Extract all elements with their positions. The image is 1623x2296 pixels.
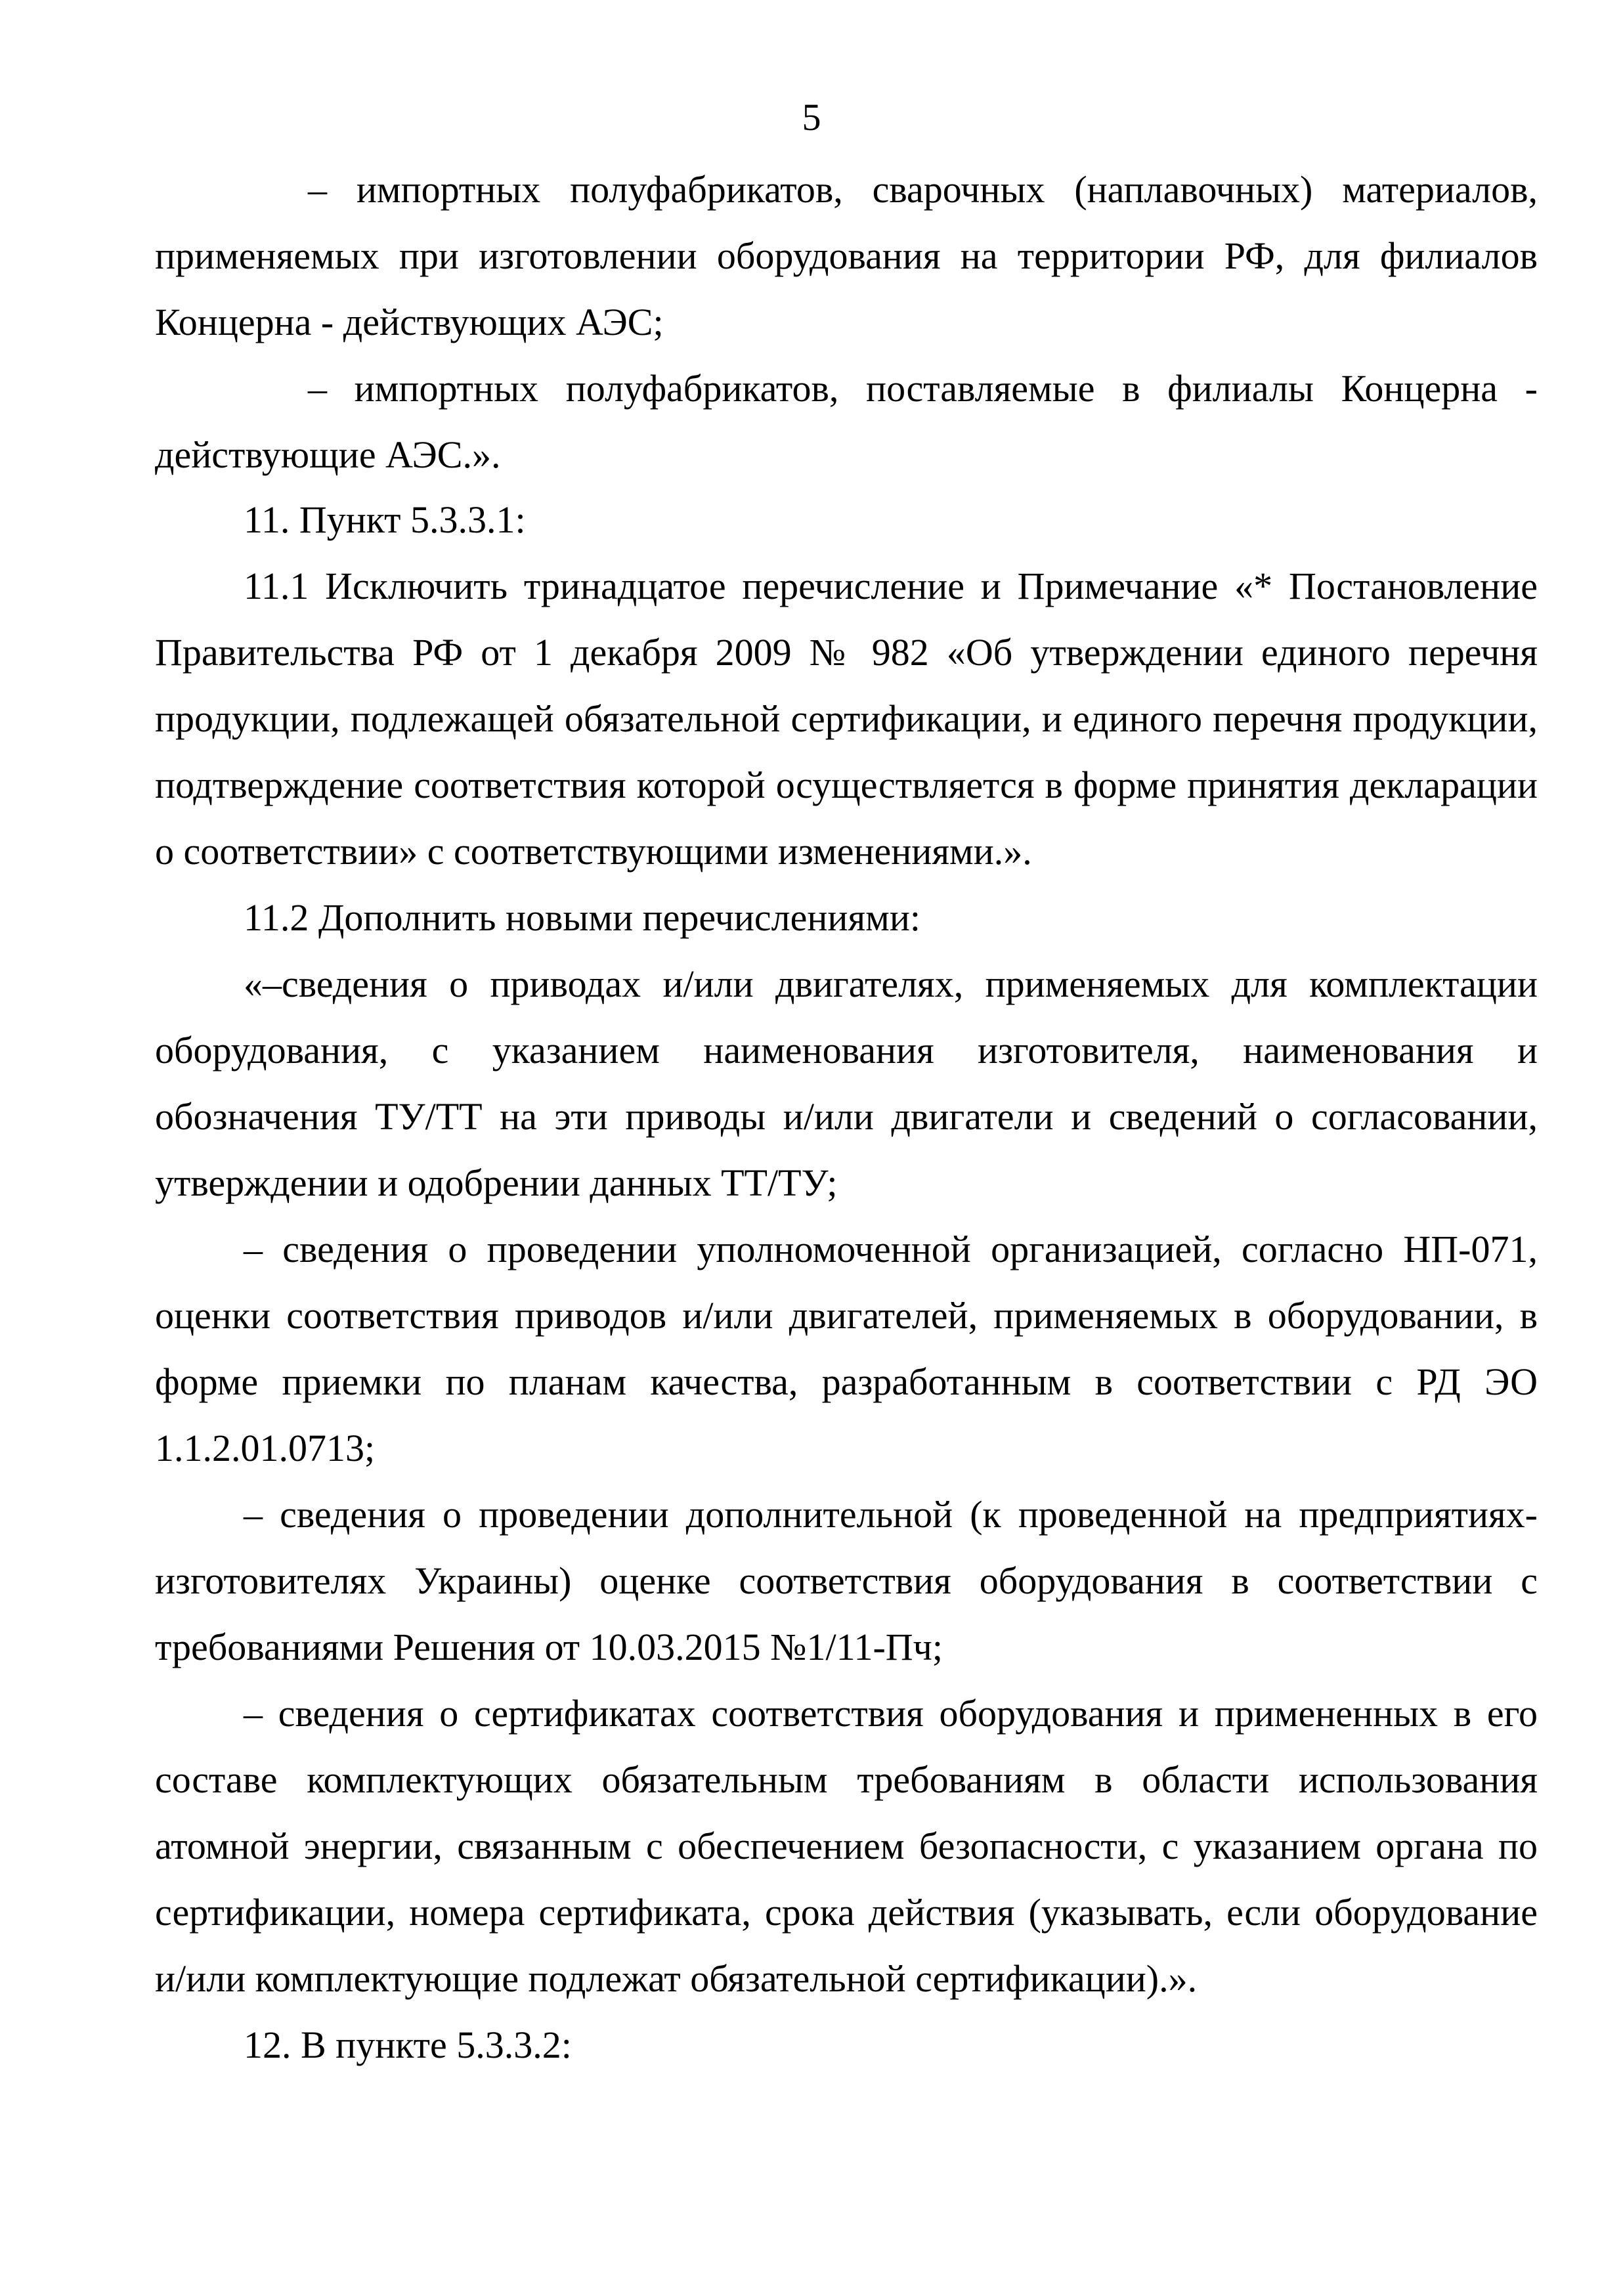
paragraph-clause-12: 12. В пункте 5.3.3.2: [244, 2024, 572, 2066]
paragraph-list-item-drives: «–сведения о приводах и/или двигателях, применяемых для комплектации оборудования, с указанием наименования изготовителя, наименования и обозначения ТУ/ТТ на эти приводы и/или двигатели и сведений о согласовании, утверждении и одобрении данных ТТ/ТУ; [155, 963, 1538, 1204]
paragraph-clause-11: 11. Пункт 5.3.3.1: [244, 498, 526, 541]
page-number: 5 [802, 96, 821, 139]
paragraph-list-item-additional: – сведения о проведении дополнительной (к проведенной на предприятиях-изготовителях Украины) оценке соответствия оборудования в соответствии с требованиями Решения от 10.03.2015 №1/11-Пч; [155, 1493, 1538, 1668]
paragraph-dash-item-1: – импортных полуфабрикатов, сварочных (наплавочных) материалов, применяемых при изготовлении оборудования на территории РФ, для филиалов Концерна - действующих АЭС; [155, 168, 1538, 343]
paragraph-clause-11-1: 11.1 Исключить тринадцатое перечисление и Примечание «* Постановление Правительства РФ от 1 декабря 2009 № 982 «Об утверждении единого перечня продукции, подлежащей обязательной сертификации, и единого перечня продукции, подтверждение соответствия которой осуществляется в форме принятия декларации о соответствии» с соответствующими изменениями.». [155, 565, 1538, 873]
paragraph-list-item-conformity: – сведения о проведении уполномоченной организацией, согласно НП-071, оценки соответствия приводов и/или двигателей, применяемых в оборудовании, в форме приемки по планам качества, разработанным в соответствии с РД ЭО 1.1.2.01.0713; [155, 1228, 1538, 1469]
paragraph-clause-11-2: 11.2 Дополнить новыми перечислениями: [244, 896, 920, 939]
paragraph-list-item-certificates: – сведения о сертификатах соответствия оборудования и примененных в его составе комплектующих обязательным требованиям в области использования атомной энергии, связанным с обеспечением безопасности, с указанием органа по сертификации, номера сертификата, срока действия (указывать, если оборудование и/или комплектующие подлежат обязательной сертификации).». [155, 1692, 1538, 2000]
paragraph-dash-item-2: – импортных полуфабрикатов, поставляемые в филиалы Концерна - действующие АЭС.». [155, 367, 1538, 476]
document-body [155, 156, 1538, 2078]
